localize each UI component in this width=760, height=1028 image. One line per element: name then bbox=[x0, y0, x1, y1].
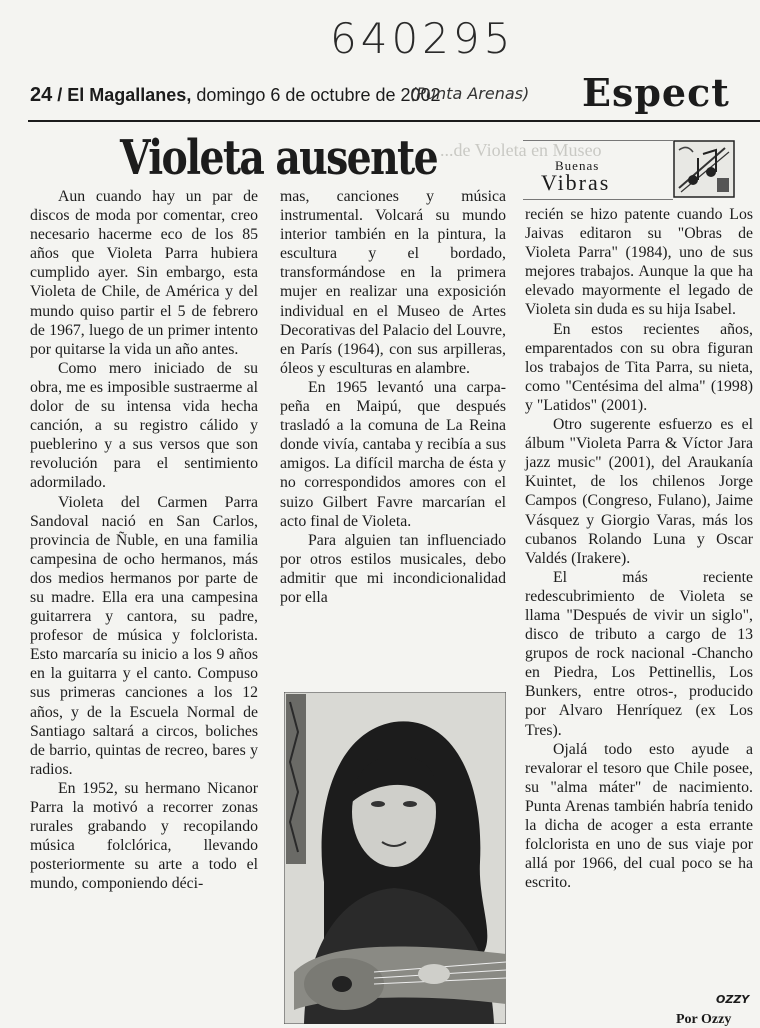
article-paragraph: mas, canciones y música instrumental. Volcará su mundo interior también en la pintura, la escultura y el bordado, transformándose en la primera mujer en realizar una exposición individual en el Museo de Artes Decorativas del Palacio del Louvre, en París (1964), con sus arpilleras, óleos y esculturas en alambre. bbox=[280, 188, 506, 377]
bleed-through-text: ...de Violeta en Museo bbox=[440, 140, 602, 160]
article-paragraph: recién se hizo patente cuando Los Jaivas editaron su "Obras de Violeta Parra" (1984), uno de sus mejores trabajos. Aunque la que ha elevado mayormente el legado de Violeta sin duda es su hija Isabel. bbox=[525, 206, 753, 319]
article-paragraph: Para alguien tan influenciado por otros estilos musicales, debo admitir que mi incondicionalidad por ella bbox=[280, 531, 506, 606]
headline: Violeta ausente bbox=[120, 130, 437, 186]
article-paragraph: Como mero iniciado de su obra, me es imposible sustraerme al dolor de su intensa vida hecha canción, a su registro cálido y pueblerino y a sus versos que son revolución para el sentimiento adormilado. bbox=[30, 359, 258, 492]
column-logo-top: Buenas bbox=[555, 158, 600, 173]
issue-date: domingo 6 de octubre de 2002 bbox=[196, 85, 441, 105]
header-rule bbox=[28, 120, 760, 122]
column-logo bbox=[523, 140, 759, 202]
violeta-parra-photo bbox=[284, 692, 506, 1024]
article-paragraph: En 1965 levantó una carpa-peña en Maipú, que después trasladó a la comuna de La Reina donde vivía, cantaba y recibía a sus amigos. La difícil marcha de ésta y no correspondidos amores con el suizo Gilbert Favre marcarían el acto final de Violeta. bbox=[280, 378, 506, 530]
archive-number: 640295 bbox=[330, 14, 515, 63]
article-column-1 bbox=[30, 187, 258, 893]
handwritten-location-note: (Punta Arenas) bbox=[410, 84, 530, 103]
article-paragraph: Ojalá todo esto ayude a revalorar el tesoro que Chile posee, su "alma máter" de nacimiento. Punta Arenas también habría tenido la dicha de acoger a esta errante folclorista en uno de sus viaje por allá por 1966, del cual poco se ha escrito. bbox=[525, 740, 753, 892]
signature-mark: OZZY bbox=[716, 993, 750, 1006]
article-paragraph: En estos recientes años, emparentados con su obra figuran los trabajos de Tita Parra, su nieta, como "Centésima del alma" (1998) y "Latidos" (2001). bbox=[525, 320, 753, 414]
article-paragraph: El más reciente redescubrimiento de Violeta se llama "Después de vivir un siglo", disco de tributo a cargo de 13 grupos de rock nacional -Chancho en Piedra, Los Pettinellis, Los Bunkers, entre otros-, producido por Alvaro Henríquez (ex Los Tres). bbox=[525, 568, 753, 739]
newspaper-name: / El Magallanes, bbox=[57, 85, 192, 105]
byline: Por Ozzy bbox=[676, 1012, 732, 1027]
article-column-3 bbox=[525, 205, 753, 892]
column-logo-bottom: Vibras bbox=[541, 170, 611, 195]
page-number: 24 bbox=[30, 84, 53, 106]
article-paragraph: Violeta del Carmen Parra Sandoval nació en San Carlos, provincia de Ñuble, en una familia campesina de ocho hermanos, más dos medios hermanos por parte de su madre. Ella era una campesina guitarrera y cantora, su padre, profesor de música y folclorista. Esto marcaría su inicio a los 9 años en la guitarra y el canto. Compuso sus primeras canciones a los 12 años, y de la Escuela Normal de Santiago saltará a circos, boliches de barrio, quintas de recreo, bares y radios. bbox=[30, 493, 258, 778]
article-paragraph: Otro sugerente esfuerzo es el álbum "Violeta Parra & Víctor Jara jazz music" (2001), del Araukanía Kuintet, de los chilenos Jorge Campos (Congreso, Fulano), Jaime Vásquez y Giorgio Varas, más los cubanos Rolando Luna y Oscar Valdés (Irakere). bbox=[525, 416, 753, 567]
article-paragraph: Aun cuando hay un par de discos de moda por comentar, creo necesario hacerme eco de los 85 años que Violeta Parra hubiera cumplido ayer. Sin embargo, esta Violeta de Chile, de América y del mundo quiso partir el 5 de febrero de 1967, luego de un primer intento por quitarse la vida un año antes. bbox=[30, 188, 258, 358]
page-header bbox=[30, 84, 441, 107]
section-title: Espect bbox=[582, 70, 730, 115]
music-notes-icon bbox=[673, 140, 735, 198]
article-column-2 bbox=[280, 187, 506, 607]
article-paragraph: En 1952, su hermano Nicanor Parra la motivó a recorrer zonas rurales grabando y recopilando música folclórica, llevando posteriormente su arte a todo el mundo, componiendo déci- bbox=[30, 779, 258, 893]
